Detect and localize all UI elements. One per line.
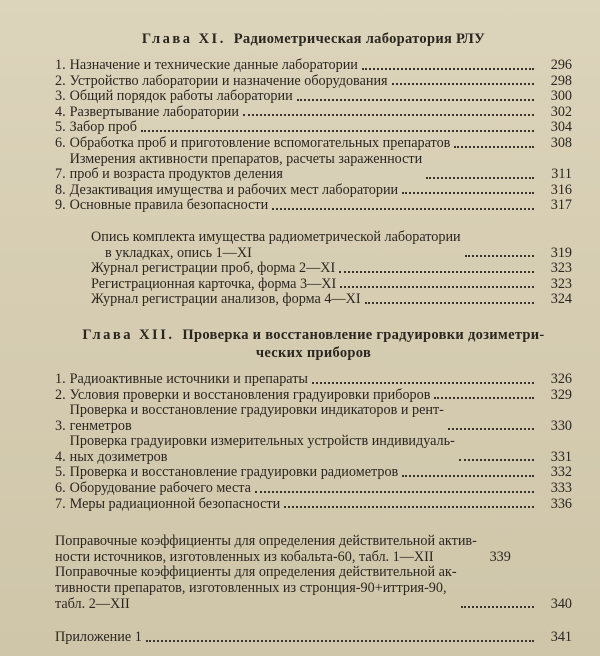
toc-entry[interactable] [55,481,572,497]
toc-entry[interactable] [55,74,572,90]
dot-leader [459,459,534,461]
toc-entry[interactable] [55,58,572,74]
chapter-12-sections [55,372,572,512]
entry-page: 317 [550,197,572,214]
entry-page: 330 [550,417,572,434]
entry-page: 331 [550,448,572,465]
entry-title-line1: Опись комплекта имущества радиометрической лаборатории [91,228,461,245]
toc-entry[interactable] [55,372,572,388]
dot-leader [454,146,534,148]
entry-page: 340 [550,595,572,612]
entry-number: 8. [55,181,66,198]
dot-leader [465,255,534,257]
dot-leader [461,606,534,608]
entry-page: 336 [550,495,572,512]
entry-title-line2: генметров [69,417,132,434]
entry-page: 324 [550,291,572,308]
entry-title: Развертывание лаборатории [69,103,239,120]
entry-page: 316 [550,181,572,198]
entry-page: 296 [550,57,572,73]
entry-title: Дезактивация имущества и рабочих мест лаборатории [69,181,399,198]
toc-entry[interactable] [91,277,572,293]
entry-title [55,534,477,565]
chapter-11-appendices [55,230,572,308]
entry-page: 308 [550,134,572,151]
entry-page: 323 [550,275,572,292]
toc-entry[interactable] [91,230,572,261]
dot-leader [426,177,534,179]
entry-number: 6. [55,134,66,151]
entry-title-line2: ных дозиметров [69,448,168,465]
entry-title-line1: Измерения активности препаратов, расчеты зараженности [69,150,423,167]
dot-leader [402,192,534,194]
entry-title: Приложение 1 [55,629,142,646]
dot-leader [312,382,534,384]
dot-leader [392,83,534,85]
entry-number: 1. [55,370,66,387]
entry-title [70,403,444,434]
entry-title-line1: Поправочные коэффициенты для определения действительной ак- [55,564,457,581]
toc-entry[interactable] [91,292,572,308]
toc-entry[interactable] [55,120,572,136]
entry-number: 9. [55,197,66,214]
entry-number: 5. [55,119,66,136]
entry-number: 3. [55,417,66,434]
toc-entry[interactable] [55,630,572,646]
chapter-11-title: Радиометрическая лаборатория РЛУ [233,31,486,47]
entry-title-line2: проб и возраста продуктов деления [69,166,283,183]
entry-title: Журнал регистрации анализов, форма 4—XI [91,291,361,308]
entry-number: 2. [55,386,66,403]
dot-leader [297,99,534,101]
entry-page: 298 [550,72,572,89]
entry-number: 1. [55,57,66,73]
dot-leader [255,491,534,493]
entry-page: 332 [550,464,572,481]
entry-title: Общий порядок работы лаборатории [69,88,293,105]
entry-title-line1: Проверка градуировки измерительных устройств индивидуаль- [69,433,455,450]
chapter-12-label: Глава XII. [82,326,175,343]
entry-title: Устройство лаборатории и назначение оборудования [69,72,388,89]
chapter-11-sections [55,58,572,214]
entry-number: 7. [55,495,66,512]
entry-title-line1: Проверка и восстановление градуировки индикаторов и рент- [69,402,444,419]
chapter-12-title: Проверка и восстановление градуировки дозиметри- [182,326,545,343]
entry-page: 339 [489,548,511,565]
entry-title-line1: Поправочные коэффициенты для определения действительной актив- [55,533,477,550]
entry-title: Оборудование рабочего места [69,480,251,497]
entry-page: 333 [550,480,572,497]
entry-number: 4. [55,448,66,465]
dot-leader [146,640,534,642]
entry-page: 300 [550,88,572,105]
appendix-list [55,630,572,646]
entry-number: 7. [55,166,66,183]
dot-leader [365,302,534,304]
entry-title: Меры радиационной безопасности [69,495,281,512]
dot-leader [340,286,534,288]
chapter-11-label: Глава XI. [141,31,226,47]
toc-entry[interactable] [55,465,572,481]
entry-title: Журнал регистрации проб, форма 2—XI [91,260,336,277]
entry-page: 302 [550,103,572,120]
dot-leader [243,114,534,116]
entry-number: 3. [55,88,66,105]
entry-title: Радиоактивные источники и препараты [69,370,308,387]
entry-page: 329 [550,386,572,403]
entry-title: Назначение и технические данные лаборатории [69,57,358,73]
toc-entry[interactable] [55,152,572,183]
entry-title [55,565,457,612]
entry-title: Регистрационная карточка, форма 3—XI [91,275,337,292]
dot-leader [448,428,534,430]
toc-entry[interactable] [55,497,572,513]
toc-entry[interactable] [55,388,572,404]
toc-entry[interactable] [55,198,572,214]
dot-leader [362,68,534,70]
toc-entry[interactable] [55,89,572,105]
entry-title-line2: тивности препаратов, изготовленных из стронция-90+иттрия-90, [55,580,447,597]
dot-leader [141,130,534,132]
entry-page: 341 [550,629,572,646]
entry-title: Условия проверки и восстановления градуировки приборов [69,386,431,403]
entry-title-line2: ности источников, изготовленных из кобальта-60, табл. 1—XII [55,548,434,565]
entry-title-line3: табл. 2—XII [55,595,130,612]
entry-title [70,434,455,465]
toc-entry[interactable] [55,534,572,565]
toc-entry[interactable] [91,261,572,277]
entry-page: 326 [550,370,572,387]
entry-title: Проверка и восстановление градуировки радиометров [69,464,399,481]
chapter-12-title-line2: ческих приборов [255,344,372,361]
entry-number: 4. [55,103,66,120]
back-matter [55,534,572,612]
entry-page: 304 [550,119,572,136]
entry-title [70,152,423,183]
entry-page: 319 [550,244,572,261]
dot-leader [284,506,534,508]
dot-leader [272,208,534,210]
entry-title: Основные правила безопасности [69,197,269,214]
entry-page: 323 [550,260,572,277]
dot-leader [402,475,534,477]
toc-entry[interactable] [55,403,572,434]
entry-title-line2: в укладках, опись 1—XI [105,244,252,261]
entry-title: Забор проб [69,119,137,136]
dot-leader [434,397,534,399]
toc-entry[interactable] [55,105,572,121]
toc-entry[interactable] [55,565,572,612]
chapter-12-heading [55,326,572,362]
entry-number: 6. [55,480,66,497]
chapter-11-heading [55,30,572,48]
entry-page: 311 [551,166,572,183]
entry-number: 5. [55,464,66,481]
toc-entry[interactable] [55,183,572,199]
toc-entry[interactable] [55,136,572,152]
dot-leader [339,271,534,273]
entry-title: Обработка проб и приготовление вспомогательных препаратов [69,134,451,151]
toc-entry[interactable] [55,434,572,465]
entry-number: 2. [55,72,66,89]
entry-title [91,230,461,261]
